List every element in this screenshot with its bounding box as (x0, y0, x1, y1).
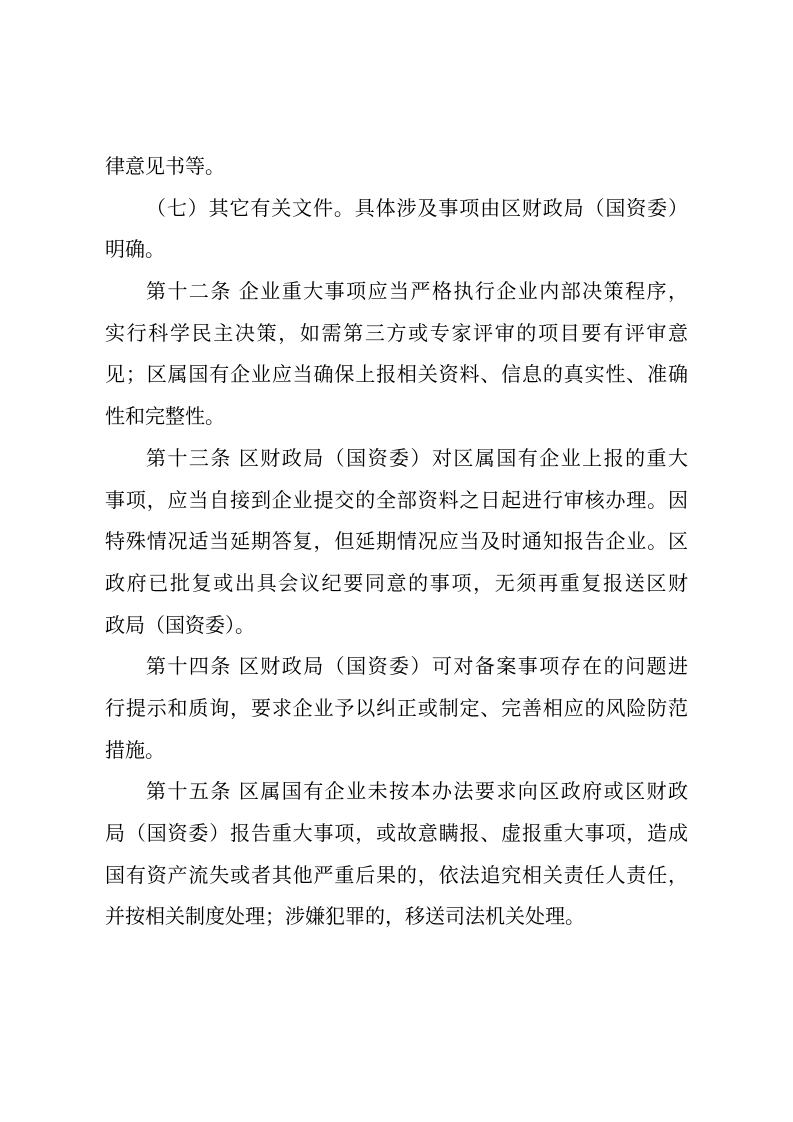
text-line: 第十四条 区财政局（国资委）可对备案事项存在的问题进 (146, 656, 688, 679)
paragraph (105, 147, 688, 189)
text-line: 特殊情况适当延期答复，但延期情况应当及时通知报告企业。区 (105, 531, 688, 554)
text-line: 事项，应当自接到企业提交的全部资料之日起进行审核办理。因 (105, 489, 688, 512)
document-body (105, 147, 688, 939)
paragraph (105, 189, 688, 272)
text-line: 实行科学民主决策，如需第三方或专家评审的项目要有评审意 (105, 322, 688, 345)
text-line: （七）其它有关文件。具体涉及事项由区财政局（国资委） (146, 197, 688, 220)
paragraph (105, 439, 688, 647)
text-line: 政局（国资委）。 (105, 614, 255, 637)
text-line: 措施。 (105, 739, 165, 762)
text-line: 政府已批复或出具会议纪要同意的事项，无须再重复报送区财 (105, 572, 688, 595)
text-line: 国有资产流失或者其他严重后果的，依法追究相关责任人责任， (105, 864, 688, 887)
text-line: 并按相关制度处理；涉嫌犯罪的，移送司法机关处理。 (105, 906, 585, 929)
paragraph (105, 647, 688, 772)
text-line: 性和完整性。 (105, 406, 225, 429)
text-line: 行提示和质询，要求企业予以纠正或制定、完善相应的风险防范 (105, 697, 688, 720)
text-line: 第十三条 区财政局（国资委）对区属国有企业上报的重大 (146, 447, 688, 470)
text-line: 第十五条 区属国有企业未按本办法要求向区政府或区财政 (146, 781, 688, 804)
text-line: 见；区属国有企业应当确保上报相关资料、信息的真实性、准确 (105, 364, 688, 387)
paragraph (105, 772, 688, 939)
text-line: 律意见书等。 (105, 156, 225, 178)
paragraph (105, 272, 688, 439)
text-line: 明确。 (105, 239, 165, 262)
text-line: 局（国资委）报告重大事项，或故意瞒报、虚报重大事项，造成 (105, 823, 688, 845)
text-line: 第十二条 企业重大事项应当严格执行企业内部决策程序， (146, 281, 688, 304)
